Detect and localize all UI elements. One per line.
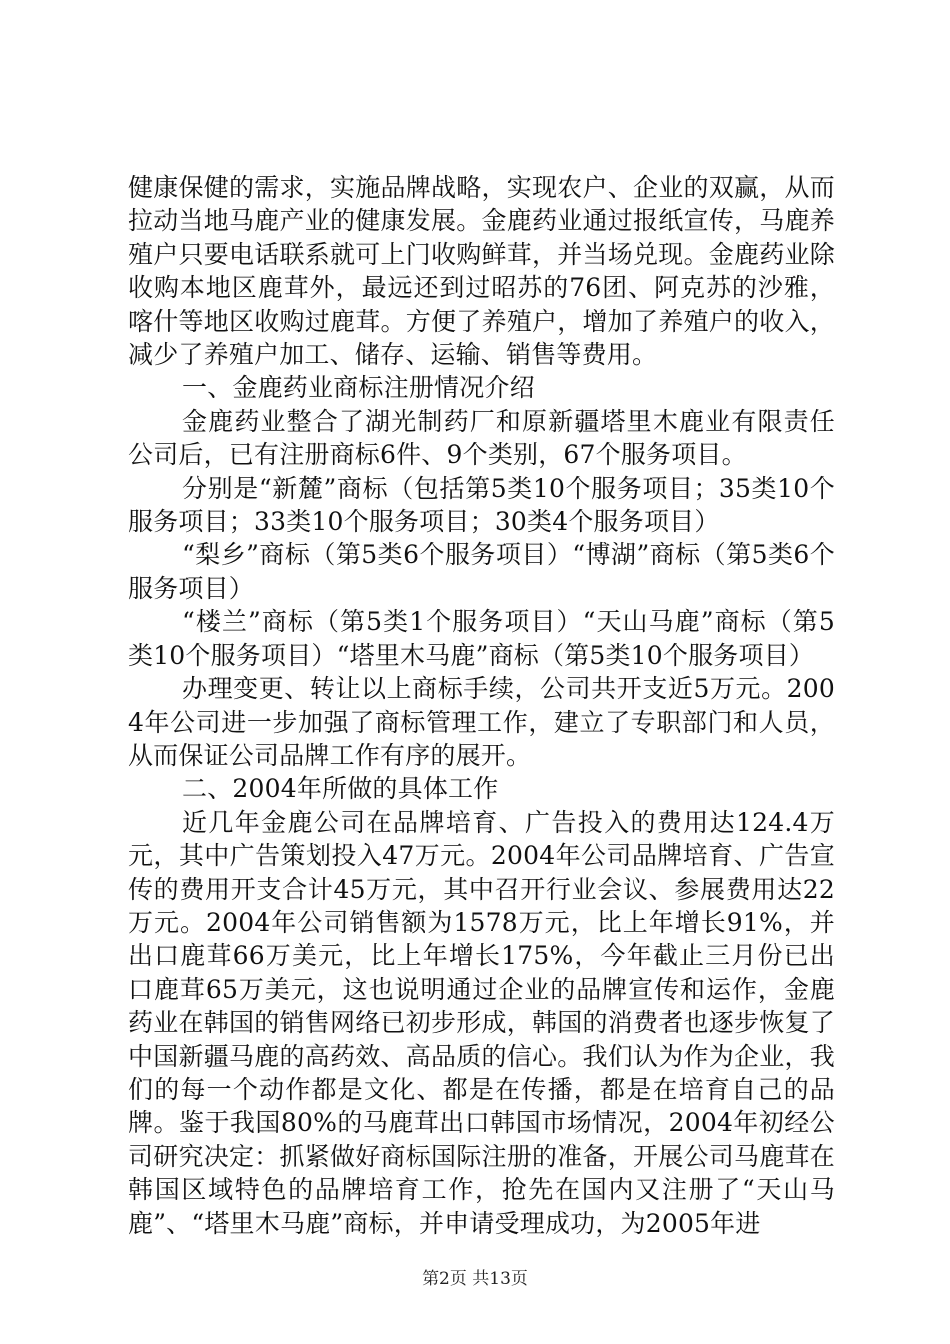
document-body [128,171,835,1240]
paragraph-trademark-costs: 办理变更、转让以上商标手续，公司共开支近5万元。2004年公司进一步加强了商标管理工作，建立了专职部门和人员，从而保证公司品牌工作有序的展开。 [128,674,835,770]
paragraph-trademark-loulan-tianshan: “楼兰”商标（第5类1个服务项目）“天山马鹿”商标（第5类10个服务项目）“塔里木马鹿”商标（第5类10个服务项目） [128,607,835,670]
paragraph-trademark-summary: 金鹿药业整合了湖光制药厂和原新疆塔里木鹿业有限责任公司后，已有注册商标6件、9个类别，67个服务项目。 [128,406,835,470]
paragraph-trademark-lixiang-bohu: “梨乡”商标（第5类6个服务项目）“博湖”商标（第5类6个服务项目） [128,540,835,603]
paragraph-intro: 健康保健的需求，实施品牌战略，实现农户、企业的双赢，从而拉动当地马鹿产业的健康发展。金鹿药业通过报纸宣传，马鹿养殖户只要电话联系就可上门收购鲜茸，并当场兑现。金鹿药业除收购本地区鹿茸外，最远还到过昭苏的76团、阿克苏的沙雅，喀什等地区收购过鹿茸。方便了养殖户，增加了养殖户的收入，减少了养殖户加工、储存、运输、销售等费用。 [128,173,835,370]
paragraph-2004-details: 近几年金鹿公司在品牌培育、广告投入的费用达124.4万元，其中广告策划投入47万元。2004年公司品牌培育、广告宣传的费用开支合计45万元，其中召开行业会议、参展费用达22万元。2004年公司销售额为1578万元，比上年增长91%，并出口鹿茸66万美元，比上年增长175%，今年截止三月份已出口鹿茸65万美元，这也说明通过企业的品牌宣传和运作，金鹿药业在韩国的销售网络已初步形成，韩国的消费者也逐步恢复了中国新疆马鹿的高药效、高品质的信心。我们认为作为企业，我们的每一个动作都是文化、都是在传播，都是在培育自己的品牌。鉴于我国80%的马鹿茸出口韩国市场情况，2004年初经公司研究决定：抓紧做好商标国际注册的准备，开展公司马鹿茸在韩国区域特色的品牌培育工作，抢先在国内又注册了“天山马鹿”、“塔里木马鹿”商标，并申请受理成功，为2005年进 [128,807,835,1238]
paragraph-trademark-xinlu: 分别是“新麓”商标（包括第5类10个服务项目；35类10个服务项目；33类10个服务项目；30类4个服务项目） [128,473,835,537]
page-number-footer: 第2页 共13页 [422,1269,528,1289]
section-heading-trademark-registration: 一、金鹿药业商标注册情况介绍 [182,373,535,403]
section-heading-2004-work: 二、2004年所做的具体工作 [182,774,499,804]
